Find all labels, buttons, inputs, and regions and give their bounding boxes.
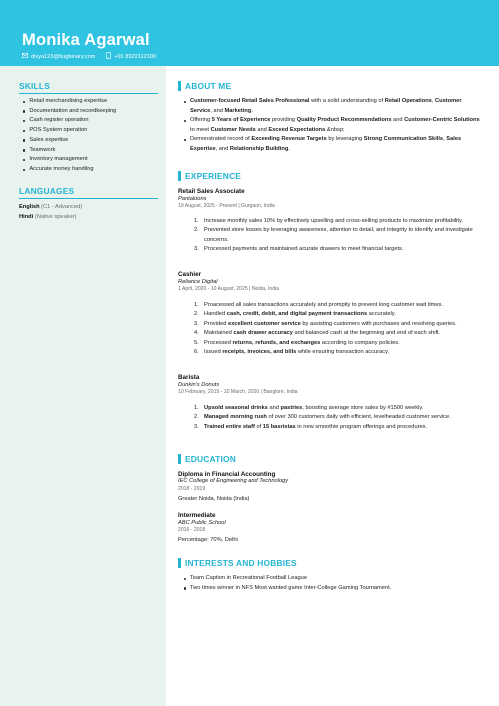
job-meta: 1 April, 2020 - 10 August, 2025 | Noida, India	[178, 286, 280, 292]
phone-item[interactable]	[106, 52, 156, 62]
bullet-dot	[23, 110, 25, 112]
skill-item	[23, 165, 116, 175]
point-number: 3.	[194, 246, 199, 253]
skill-item	[23, 155, 116, 165]
bold-text: Customer Service	[190, 98, 462, 114]
language-item	[19, 213, 77, 221]
point-number: 3.	[194, 423, 199, 430]
bold-text: Exceed Expectations	[268, 126, 326, 133]
interests-list	[184, 574, 484, 593]
about-title: ABOUT ME	[185, 81, 232, 91]
interest-item: Two times winner in NFS Most wanted game Inter-College Gaming Tournament.	[184, 584, 484, 594]
text-run: while ensuring transaction accuracy.	[296, 349, 390, 356]
bold-text: 5 Years of Experience	[211, 117, 271, 124]
education-note: Greater Noida, Noida (India)	[178, 496, 250, 502]
job-points	[194, 217, 474, 255]
interest-item: Team Caption in Recreational Football League	[184, 574, 484, 584]
education-school: IEC College of Engineering and Technology	[178, 478, 289, 484]
language-level: (Native speaker)	[34, 214, 77, 220]
bold-text: Quality Product Recommendations	[296, 117, 392, 124]
text-run: Processed payments and maintained acurate drawers to meet financial targets.	[204, 246, 404, 253]
section-accent-bar	[178, 81, 181, 91]
text-run: according to company policies.	[320, 339, 400, 346]
phone-text[interactable]: +91 8922112100	[114, 54, 157, 60]
text-run: ,	[443, 136, 447, 143]
skill-label: Accurate money handling	[29, 165, 94, 172]
section-accent-bar	[178, 454, 181, 464]
text-run: Processed	[204, 339, 233, 346]
skills-heading: SKILLS	[19, 81, 50, 91]
text-run: .	[251, 107, 253, 114]
bullet-dot	[23, 169, 25, 171]
job-points	[194, 404, 474, 432]
skill-label: Cash register operation	[29, 117, 89, 124]
about-item	[184, 135, 484, 154]
text-run: to meet	[190, 126, 211, 133]
bold-text: Sales Expertise	[190, 136, 462, 152]
point-number: 2.	[194, 414, 199, 421]
text-run: Handled	[204, 311, 227, 318]
job-point	[194, 348, 474, 357]
bold-text: 15 basristas	[262, 423, 296, 430]
job-point	[194, 301, 474, 310]
job-point	[194, 404, 474, 413]
languages-divider	[19, 198, 158, 199]
about-heading	[178, 81, 231, 91]
text-run: of over 300 customers daily with efficient, levelheaded customer service.	[266, 414, 451, 421]
text-run: with a solid understanding of	[309, 98, 385, 104]
job-point	[194, 423, 474, 432]
bullet-dot	[23, 149, 25, 151]
point-number: 5.	[194, 339, 199, 346]
bold-text: returns, refunds, and exchanges	[232, 339, 321, 346]
job-point	[194, 310, 474, 319]
text-run: and	[255, 126, 269, 133]
job-point	[194, 329, 474, 338]
bold-text: Marketing	[224, 107, 252, 114]
bold-text: receipts, invoices, and bills	[222, 349, 297, 356]
point-number: 2.	[194, 227, 199, 234]
text-run: Demonstrated record of	[190, 136, 252, 143]
language-name: Hindi	[19, 214, 34, 220]
section-accent-bar	[178, 171, 181, 181]
skill-item	[23, 107, 116, 117]
text-run: Issued	[204, 349, 223, 356]
job-title: Barista	[178, 374, 200, 381]
job-point	[194, 226, 474, 245]
bullet-dot	[23, 159, 25, 161]
text-run: ,	[431, 98, 435, 104]
text-run: Offering	[190, 117, 212, 124]
education-note: Percentage: 70%, Delhi	[178, 537, 238, 543]
point-number: 3.	[194, 320, 199, 327]
bold-text: Retail Operations	[384, 98, 432, 104]
bold-text: pastries	[280, 405, 303, 411]
job-point	[194, 320, 474, 329]
text-run: of	[254, 423, 263, 430]
interests-title: INTERESTS AND HOBBIES	[185, 558, 297, 568]
language-level: (C1 - Advanced)	[41, 204, 83, 210]
candidate-name: Monika Agarwal	[22, 31, 150, 49]
contact-line	[22, 52, 167, 62]
text-run: Increase monthly sales 10% by effectively upselling and cross-selling products to maximize profitability.	[204, 218, 464, 224]
bold-text: Relationship Building	[229, 145, 289, 152]
bold-text: cash drawer accuracy	[233, 330, 293, 337]
languages-heading: LANGUAGES	[19, 186, 75, 196]
bold-text: Upsold seasonal drinks	[204, 405, 268, 411]
job-point	[194, 217, 474, 226]
skill-item	[23, 146, 116, 156]
job-meta: 19 August, 2025 - Present | Gurgaon, India	[178, 203, 275, 209]
skill-item	[23, 97, 116, 107]
section-accent-bar	[178, 558, 181, 568]
bold-text: Customer Needs	[210, 126, 256, 133]
text-run: Provided	[204, 320, 229, 327]
bold-text: cash, credit, debit, and digital payment transactions	[226, 311, 368, 318]
education-years: 2016 - 2018	[178, 527, 206, 533]
bold-text: Strong Communication Skills	[363, 136, 444, 143]
text-run: , and	[210, 107, 225, 114]
skill-item	[23, 116, 116, 126]
skill-label: Sales expertise	[29, 136, 69, 143]
text-run: and	[391, 117, 405, 124]
email-text[interactable]: divya123@bugbinary.com	[31, 54, 96, 60]
interests-heading	[178, 558, 297, 568]
education-heading	[178, 454, 236, 464]
experience-heading	[178, 171, 241, 181]
job-point	[194, 339, 474, 348]
job-company: Pantaloons	[178, 196, 207, 202]
text-run: accurately.	[367, 311, 396, 318]
about-item	[184, 97, 484, 116]
bold-text: Customer-Centric Solutions	[404, 117, 480, 124]
skill-item	[23, 126, 116, 136]
point-number: 4.	[194, 330, 199, 337]
bold-text: Exceeding Revenue Targets	[251, 136, 327, 143]
skill-label: Retail merchandising expertise	[29, 98, 108, 104]
point-number: 2.	[194, 311, 199, 318]
bullet-dot	[23, 101, 25, 103]
skills-list	[23, 97, 116, 175]
point-number: 1.	[194, 302, 199, 308]
bold-text: excellent customer service	[228, 320, 301, 327]
point-number: 1.	[194, 405, 199, 411]
header-banner	[0, 0, 499, 66]
text-run: .&nbsp;	[325, 126, 345, 133]
text-run: in new smoothie program offerings and procedures.	[295, 423, 428, 430]
skills-divider	[19, 93, 158, 94]
about-list	[184, 97, 484, 155]
job-title: Cashier	[178, 271, 202, 278]
skill-label: Inventory management	[29, 156, 88, 163]
language-name: English	[19, 204, 40, 210]
job-company: Dunkin's Donuts	[178, 382, 220, 388]
email-icon	[22, 53, 28, 61]
language-item	[19, 203, 82, 211]
job-point	[194, 413, 474, 422]
text-run: and balanced cash at the beginning and end of each shift.	[292, 330, 441, 337]
text-run: providing	[270, 117, 297, 124]
education-title-item: Intermediate	[178, 512, 216, 519]
bold-text: Managed morning rush	[204, 414, 267, 421]
phone-icon	[106, 52, 111, 62]
skill-item	[23, 136, 116, 146]
about-item	[184, 116, 484, 135]
skill-label: Teamwork	[29, 146, 56, 153]
text-run: Maintained	[204, 330, 234, 337]
bullet-dot	[23, 139, 25, 141]
job-meta: 10 February, 2019 - 10 March, 2020 | Banglore, India	[178, 389, 298, 395]
education-title: EDUCATION	[185, 454, 236, 464]
skill-label: Documentation and recordkeeping	[29, 107, 117, 114]
experience-title: EXPERIENCE	[185, 171, 241, 181]
text-run: by leveraging	[326, 136, 364, 143]
education-school: ABC Public School	[178, 520, 226, 526]
bold-text: Trained entire staff	[204, 423, 255, 430]
point-number: 6.	[194, 349, 199, 356]
job-title: Retail Sales Associate	[178, 188, 245, 195]
point-number: 1.	[194, 218, 199, 224]
job-point	[194, 245, 474, 254]
text-run: Prevented store losses by leveraging awareness, attention to detail, and integrity to identify and investigate concerns.	[204, 227, 473, 243]
text-run: by assisting customers with purchases and resolving queries.	[300, 320, 457, 327]
text-run: Proacessed all sales transactions accurately and promptly to prevent long customer wait times.	[204, 302, 443, 308]
job-company: Reliance Digital	[178, 279, 218, 285]
job-points	[194, 301, 474, 357]
text-run: and	[267, 405, 281, 411]
bold-text: Customer-focused Retail Sales Professional	[190, 98, 310, 104]
skill-label: POS System operation	[29, 127, 88, 134]
text-run: , and	[215, 145, 230, 152]
bullet-dot	[23, 130, 25, 132]
bullet-dot	[23, 120, 25, 122]
text-run: , boosting average store sales by #1500 weekly.	[302, 405, 424, 411]
education-title-item: Diploma in Financial Accounting	[178, 471, 276, 478]
email-item[interactable]	[22, 53, 95, 61]
education-years: 2018 - 2019	[178, 486, 206, 492]
text-run: .	[288, 145, 290, 152]
